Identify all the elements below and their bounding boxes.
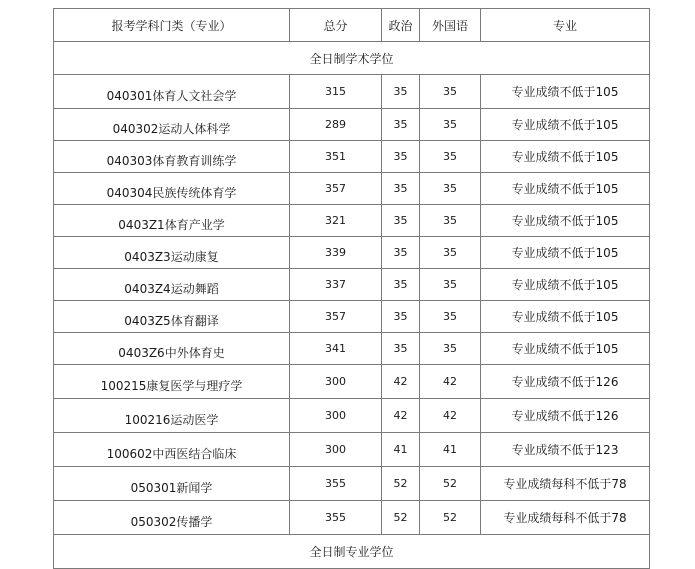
cell-total [290,399,382,433]
cell-subject-text: 050301新闻学 [130,481,213,495]
cell-politics-text: 35 [393,342,408,355]
cell-foreign [420,467,481,501]
cell-subject-text: 040301体育人文社会学 [106,89,237,103]
cell-major-text: 专业成绩不低于105 [511,278,619,292]
cell-total [290,501,382,535]
cell-total-text: 357 [325,182,346,195]
cell-subject-text: 0403Z6中外体育史 [118,346,225,360]
cell-subject [54,433,290,467]
cell-politics-text: 35 [393,150,408,163]
table-row [54,269,650,301]
cell-subject [54,467,290,501]
header-subject: 报考学科门类（专业） [54,9,290,42]
cell-total [290,365,382,399]
cell-subject-text: 040304民族传统体育学 [106,186,237,200]
cell-total-text: 351 [325,150,346,163]
cell-major-text: 专业成绩不低于105 [511,310,619,324]
cell-politics [382,301,420,333]
cell-total [290,467,382,501]
cell-total-text: 300 [325,375,346,388]
cell-major-text: 专业成绩不低于123 [511,443,619,457]
cell-foreign [420,205,481,237]
cell-total [290,141,382,173]
table-row [54,365,650,399]
cell-subject [54,501,290,535]
cell-politics-text: 35 [393,118,408,131]
cell-politics-text: 42 [393,375,408,388]
cell-politics [382,467,420,501]
cell-major-text: 专业成绩不低于105 [511,214,619,228]
section-row-professional [54,535,650,569]
cell-politics-text: 35 [393,278,408,291]
cell-foreign-text: 41 [443,443,457,456]
table-row [54,301,650,333]
cell-subject [54,365,290,399]
cell-politics-text: 52 [393,477,408,490]
cell-total [290,173,382,205]
cell-politics [382,109,420,141]
cell-foreign [420,141,481,173]
table-row [54,433,650,467]
cell-subject [54,141,290,173]
cell-politics [382,75,420,109]
cell-politics-text: 35 [393,182,408,195]
header-major: 专业 [481,9,650,42]
cell-foreign-text: 42 [443,409,457,422]
cell-major-text: 专业成绩不低于105 [511,342,619,356]
cell-politics [382,501,420,535]
cell-politics-text: 35 [393,246,408,259]
table-row [54,467,650,501]
cell-major [481,301,650,333]
cell-total [290,205,382,237]
cell-foreign-text: 52 [443,477,457,490]
cell-subject-text: 0403Z5体育翻译 [124,314,219,328]
cell-politics-text: 42 [393,409,408,422]
cell-politics [382,399,420,433]
cell-major [481,173,650,205]
cell-subject-text: 040302运动人体科学 [112,122,231,136]
cell-total-text: 300 [325,443,346,456]
cell-politics-text: 52 [393,511,408,524]
cell-total-text: 341 [325,342,346,355]
cell-subject [54,269,290,301]
cell-foreign [420,501,481,535]
cell-politics [382,205,420,237]
cell-total [290,237,382,269]
cell-total-text: 339 [325,246,346,259]
cell-foreign-text: 35 [443,246,457,259]
cell-subject-text: 100216运动医学 [124,413,219,427]
cell-politics [382,237,420,269]
cell-subject [54,173,290,205]
cell-subject-text: 100602中西医结合临床 [106,447,237,461]
cell-politics-text: 35 [393,310,408,323]
section-row-academic [54,42,650,75]
cell-foreign [420,237,481,269]
cell-major-text: 专业成绩不低于126 [511,409,619,423]
header-politics: 政治 [382,9,420,42]
cell-major [481,109,650,141]
cell-foreign [420,75,481,109]
cell-politics-text: 41 [393,443,408,456]
cell-total-text: 337 [325,278,346,291]
cell-major [481,501,650,535]
cell-major [481,75,650,109]
cell-foreign [420,433,481,467]
cell-total-text: 300 [325,409,346,422]
table-row [54,237,650,269]
cell-major [481,269,650,301]
cell-politics [382,433,420,467]
cell-major [481,205,650,237]
table-row [54,173,650,205]
table-row [54,75,650,109]
cell-foreign [420,399,481,433]
cell-subject-text: 100215康复医学与理疗学 [100,379,243,393]
cell-foreign [420,365,481,399]
cell-total-text: 355 [325,511,346,524]
cell-foreign [420,173,481,205]
cell-politics [382,333,420,365]
table-row [54,399,650,433]
cell-subject [54,75,290,109]
cell-foreign-text: 52 [443,511,457,524]
cell-total-text: 289 [325,118,346,131]
cell-total [290,301,382,333]
cell-foreign-text: 35 [443,310,457,323]
cell-major-text: 专业成绩不低于105 [511,182,619,196]
cell-foreign-text: 35 [443,85,457,98]
cell-foreign [420,301,481,333]
cell-total [290,109,382,141]
cell-subject [54,109,290,141]
table-row [54,141,650,173]
table-row [54,333,650,365]
cell-total-text: 355 [325,477,346,490]
cell-major [481,399,650,433]
cell-total-text: 315 [325,85,346,98]
cell-subject-text: 0403Z3运动康复 [124,250,219,264]
cell-major [481,467,650,501]
cell-foreign [420,109,481,141]
cell-foreign [420,333,481,365]
cell-major-text: 专业成绩不低于105 [511,85,619,99]
cell-foreign-text: 42 [443,375,457,388]
table-row [54,501,650,535]
cell-major-text: 专业成绩不低于105 [511,150,619,164]
header-total: 总分 [290,9,382,42]
cell-subject [54,205,290,237]
cell-foreign [420,269,481,301]
table-row [54,109,650,141]
cell-politics [382,365,420,399]
cell-politics-text: 35 [393,214,408,227]
header-foreign: 外国语 [420,9,481,42]
cell-foreign-text: 35 [443,214,457,227]
cell-major-text: 专业成绩不低于105 [511,246,619,260]
cell-subject [54,301,290,333]
cell-major [481,433,650,467]
cell-politics-text: 35 [393,85,408,98]
cell-total [290,333,382,365]
cell-subject [54,333,290,365]
cell-major-text: 专业成绩不低于126 [511,375,619,389]
table-header-row [54,9,650,42]
section-professional-label: 全日制专业学位 [54,535,650,569]
cell-total [290,75,382,109]
cell-foreign-text: 35 [443,150,457,163]
score-table [53,8,650,569]
cell-subject-text: 0403Z1体育产业学 [118,218,225,232]
cell-total-text: 357 [325,310,346,323]
cell-politics [382,141,420,173]
cell-subject-text: 050302传播学 [130,515,213,529]
cell-subject [54,399,290,433]
cell-total [290,269,382,301]
cell-subject-text: 040303体育教育训练学 [106,154,237,168]
cell-total [290,433,382,467]
cell-foreign-text: 35 [443,182,457,195]
cell-foreign-text: 35 [443,118,457,131]
cell-subject [54,237,290,269]
section-academic-label: 全日制学术学位 [54,42,650,75]
cell-major [481,237,650,269]
cell-foreign-text: 35 [443,342,457,355]
cell-major-text: 专业成绩不低于105 [511,118,619,132]
cell-politics [382,173,420,205]
cell-total-text: 321 [325,214,346,227]
cell-politics [382,269,420,301]
cell-major [481,141,650,173]
table-row [54,205,650,237]
cell-subject-text: 0403Z4运动舞蹈 [124,282,219,296]
cell-major [481,365,650,399]
cell-major-text: 专业成绩每科不低于78 [503,477,627,491]
cell-foreign-text: 35 [443,278,457,291]
cell-major-text: 专业成绩每科不低于78 [503,511,627,525]
cell-major [481,333,650,365]
